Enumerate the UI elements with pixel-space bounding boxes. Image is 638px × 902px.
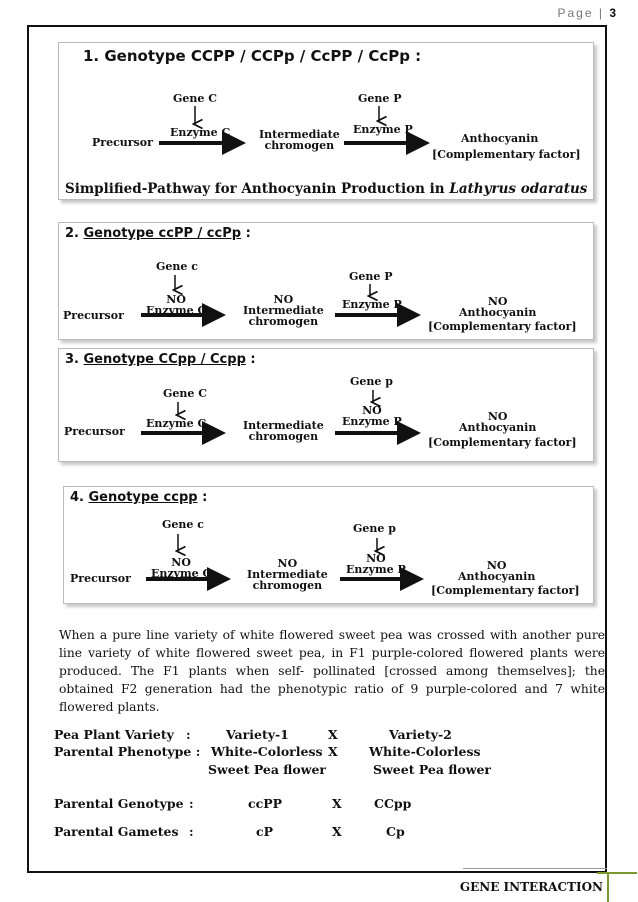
no-intermediate-label: NO Intermediate chromogen: [243, 293, 324, 328]
pathway-box-2: [58, 222, 594, 340]
no-product-label: NO Anthocyanin: [459, 410, 537, 434]
no-product-label: NO Anthocyanin: [459, 295, 537, 319]
row-colon: :: [189, 824, 194, 839]
right-value: Cp: [386, 824, 405, 839]
enzyme-c-label: Enzyme C: [170, 126, 231, 139]
box-1-arrows: [59, 43, 593, 199]
gene-p-label: Gene P: [349, 270, 393, 283]
row-label: Parental Phenotype :: [54, 744, 201, 759]
no-enzyme-c-label: NO Enzyme C: [151, 556, 212, 580]
corner-accent-vertical: [607, 872, 609, 902]
left-value: ccPP: [248, 796, 283, 811]
no-enzyme-p-label: NO Enzyme P: [342, 404, 402, 428]
precursor-label: Precursor: [92, 136, 153, 149]
right-value: CCpp: [374, 796, 412, 811]
factor-label: [Complementary factor]: [432, 148, 581, 161]
no-enzyme-c-label: NO Enzyme C: [146, 293, 207, 317]
footer-title: GENE INTERACTION: [459, 880, 603, 894]
box-3-title: 3. Genotype CCpp / Ccpp :: [65, 352, 256, 367]
corner-accent: [597, 872, 637, 874]
intermediate-label: Intermediate chromogen: [243, 419, 324, 443]
right-value: White-Colorless: [369, 744, 481, 759]
factor-label: [Complementary factor]: [428, 436, 577, 449]
pathway-box-3: [58, 348, 594, 462]
cross-x: X: [332, 824, 342, 839]
explanation-paragraph: When a pure line variety of white flowered sweet pea was crossed with another pure line variety of white flowered sweet pea, in F1 purple-colored flowered plants were produced. The F1 plants when self- pollinated [crossed among themselves]; the obtained F2 generation had the phenotypic ratio of 9 purple-colored and 7 white flowered plants.: [59, 628, 605, 714]
gene-p-label: Gene P: [358, 92, 402, 105]
row-label: Parental Genotype: [54, 796, 184, 811]
page-number: Page | 3: [557, 6, 616, 20]
product-label: Anthocyanin: [461, 132, 539, 145]
box-2-title: 2. Genotype ccPP / ccPp :: [65, 226, 251, 241]
enzyme-p-label: Enzyme P: [353, 123, 413, 136]
box-4-title: 4. Genotype ccpp :: [70, 490, 208, 505]
no-product-label: NO Anthocyanin: [458, 559, 536, 583]
precursor-label: Precursor: [64, 425, 125, 438]
gene-c-label: Gene C: [163, 387, 207, 400]
gene-c-label: Gene c: [162, 518, 204, 531]
left-value: White-Colorless: [211, 744, 323, 759]
gene-c-label: Gene c: [156, 260, 198, 273]
enzyme-p-label: Enzyme P: [342, 298, 402, 311]
cross-x: X: [332, 796, 342, 811]
right-value: Variety-2: [389, 727, 452, 742]
right-value: Sweet Pea flower: [373, 762, 492, 777]
no-enzyme-p-label: NO Enzyme P: [346, 552, 406, 576]
factor-label: [Complementary factor]: [431, 584, 580, 597]
row-label: Pea Plant Variety: [54, 727, 174, 742]
gene-c-label: Gene C: [173, 92, 217, 105]
row-label: Parental Gametes: [54, 824, 179, 839]
gene-p-label: Gene p: [350, 375, 393, 388]
row-colon: :: [186, 727, 191, 742]
box-1-title: 1. Genotype CCPP / CCPp / CcPP / CcPp :: [83, 47, 422, 65]
pathway-box-1: [58, 42, 594, 200]
footer-rule: [463, 868, 607, 869]
left-value: cP: [256, 824, 274, 839]
precursor-label: Precursor: [70, 572, 131, 585]
box-3-arrows: [59, 349, 593, 461]
gene-p-label: Gene p: [353, 522, 396, 535]
left-value: Variety-1: [226, 727, 289, 742]
row-colon: :: [189, 796, 194, 811]
enzyme-c-label: Enzyme C: [146, 417, 207, 430]
left-value: Sweet Pea flower: [208, 762, 327, 777]
box-2-arrows: [59, 223, 593, 339]
cross-x: X: [328, 727, 338, 742]
pathway-box-4: [63, 486, 594, 604]
pathway-caption: Simplified-Pathway for Anthocyanin Production in Lathyrus odaratus: [65, 181, 588, 197]
factor-label: [Complementary factor]: [428, 320, 577, 333]
cross-x: X: [328, 744, 338, 759]
no-intermediate-label: NO Intermediate chromogen: [247, 557, 328, 592]
intermediate-label: Intermediate chromogen: [259, 128, 340, 152]
precursor-label: Precursor: [63, 309, 124, 322]
box-4-arrows: [64, 487, 593, 603]
